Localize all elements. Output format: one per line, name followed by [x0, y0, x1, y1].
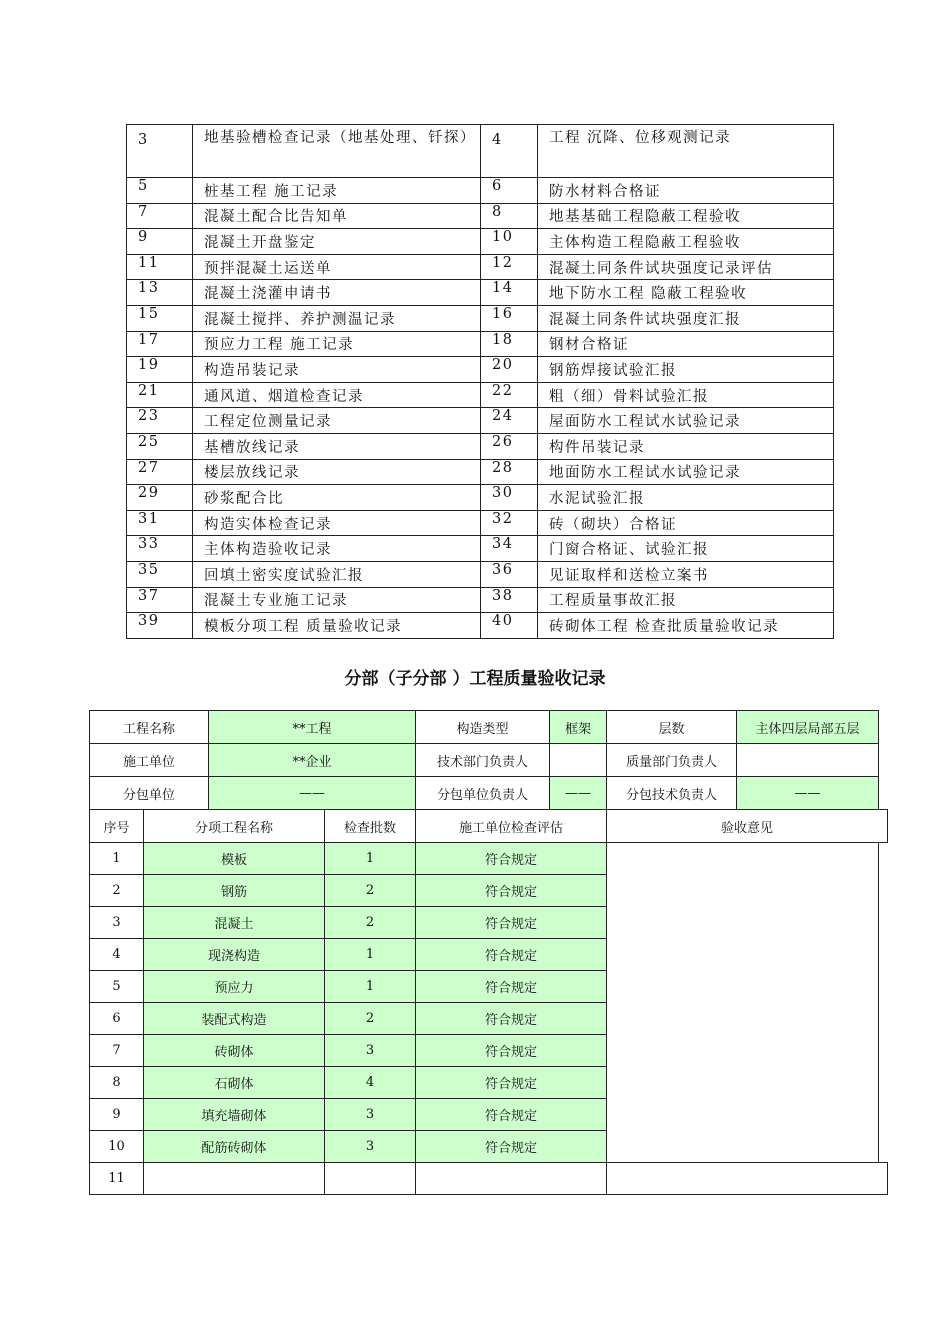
item-name: 装配式构造 [144, 1003, 325, 1035]
item-number: 27 [127, 459, 193, 485]
list-row [127, 357, 834, 383]
item-evaluation: 符合规定 [416, 1131, 607, 1163]
item-name: 模板 [144, 843, 325, 875]
item-batches: 1 [325, 843, 416, 875]
info-row-2 [90, 744, 888, 777]
sub-tech-head-value: —— [737, 777, 879, 810]
item-number: 7 [127, 203, 193, 229]
item-number: 31 [127, 510, 193, 536]
item-batches: 2 [325, 875, 416, 907]
list-row [127, 485, 834, 511]
item-name: 预应力 [144, 971, 325, 1003]
project-name-label: 工程名称 [90, 711, 209, 744]
tech-head-value [550, 744, 607, 777]
item-no: 2 [90, 875, 144, 907]
item-number: 40 [481, 613, 538, 639]
item-no: 5 [90, 971, 144, 1003]
contractor-label: 施工单位 [90, 744, 209, 777]
item-number: 15 [127, 305, 193, 331]
item-number: 26 [481, 433, 538, 459]
item-batches: 2 [325, 907, 416, 939]
item-batches: 4 [325, 1067, 416, 1099]
list-row [127, 305, 834, 331]
item-number: 8 [481, 203, 538, 229]
item-number: 5 [127, 178, 193, 204]
item-no: 4 [90, 939, 144, 971]
item-title: 防水材料合格证 [538, 178, 834, 204]
item-number: 20 [481, 357, 538, 383]
item-number: 10 [481, 229, 538, 255]
item-name: 混凝土 [144, 907, 325, 939]
info-row-3 [90, 777, 888, 810]
item-title: 预应力工程 施工记录 [193, 331, 481, 357]
item-title: 水泥试验汇报 [538, 485, 834, 511]
item-evaluation: 符合规定 [416, 875, 607, 907]
item-number: 22 [481, 382, 538, 408]
item-number: 39 [127, 613, 193, 639]
item-number: 3 [127, 125, 193, 178]
item-number: 16 [481, 305, 538, 331]
acceptance-record-table [89, 710, 888, 1195]
item-evaluation: 符合规定 [416, 1067, 607, 1099]
item-name: 配筋砖砌体 [144, 1131, 325, 1163]
item-title: 楼层放线记录 [193, 459, 481, 485]
item-name [144, 1163, 325, 1195]
structure-type-label: 构造类型 [416, 711, 550, 744]
item-title: 地基验槽检查记录（地基处理、钎探） [193, 125, 481, 178]
item-title: 构造实体检查记录 [193, 510, 481, 536]
item-title: 地基基础工程隐蔽工程验收 [538, 203, 834, 229]
header-no: 序号 [90, 810, 144, 843]
quality-head-value [737, 744, 879, 777]
list-row [127, 331, 834, 357]
item-title: 砖（砌块）合格证 [538, 510, 834, 536]
header-evaluation: 施工单位检查评估 [416, 810, 607, 843]
item-number: 37 [127, 587, 193, 613]
item-row [90, 843, 888, 875]
list-row [127, 254, 834, 280]
item-number: 11 [127, 254, 193, 280]
item-no: 6 [90, 1003, 144, 1035]
item-batches [325, 1163, 416, 1195]
item-title: 见证取样和送检立案书 [538, 561, 834, 587]
item-evaluation: 符合规定 [416, 939, 607, 971]
list-row [127, 178, 834, 204]
item-no: 8 [90, 1067, 144, 1099]
item-number: 21 [127, 382, 193, 408]
header-item-name: 分项工程名称 [144, 810, 325, 843]
contractor-value: **企业 [209, 744, 416, 777]
item-batches: 2 [325, 1003, 416, 1035]
item-number: 12 [481, 254, 538, 280]
item-number: 14 [481, 280, 538, 306]
item-number: 25 [127, 433, 193, 459]
item-number: 28 [481, 459, 538, 485]
subcontractor-value: —— [209, 777, 416, 810]
item-title: 工程定位测量记录 [193, 408, 481, 434]
floors-value: 主体四层局部五层 [737, 711, 879, 744]
item-title: 混凝土搅拌、养护测温记录 [193, 305, 481, 331]
list-row [127, 536, 834, 562]
item-title: 混凝土浇灌申请书 [193, 280, 481, 306]
item-number: 32 [481, 510, 538, 536]
project-name-value: **工程 [209, 711, 416, 744]
item-number: 38 [481, 587, 538, 613]
structure-type-value: 框架 [550, 711, 607, 744]
item-title: 钢材合格证 [538, 331, 834, 357]
item-number: 19 [127, 357, 193, 383]
quality-head-label: 质量部门负责人 [607, 744, 737, 777]
info-row-1 [90, 711, 888, 744]
list-row [127, 510, 834, 536]
tech-head-label: 技术部门负责人 [416, 744, 550, 777]
items-header-row [90, 810, 888, 843]
item-title: 构造吊装记录 [193, 357, 481, 383]
item-title: 粗（细）骨料试验汇报 [538, 382, 834, 408]
item-batches: 1 [325, 971, 416, 1003]
item-number: 6 [481, 178, 538, 204]
item-number: 4 [481, 125, 538, 178]
list-row [127, 561, 834, 587]
list-row [127, 203, 834, 229]
item-number: 9 [127, 229, 193, 255]
item-title: 基槽放线记录 [193, 433, 481, 459]
record-title: 分部（子分部 ）工程质量验收记录 [344, 669, 606, 689]
item-title: 混凝土同条件试块强度记录评估 [538, 254, 834, 280]
item-no: 9 [90, 1099, 144, 1131]
acceptance-opinion-cell [607, 843, 879, 1163]
document-list-table [126, 124, 834, 639]
list-row [127, 229, 834, 255]
item-number: 34 [481, 536, 538, 562]
item-name: 石砌体 [144, 1067, 325, 1099]
item-evaluation: 符合规定 [416, 843, 607, 875]
list-row [127, 459, 834, 485]
list-row [127, 613, 834, 639]
sub-head-value: —— [550, 777, 607, 810]
item-title: 混凝土同条件试块强度汇报 [538, 305, 834, 331]
item-name: 钢筋 [144, 875, 325, 907]
header-batches: 检查批数 [325, 810, 416, 843]
item-title: 主体构造工程隐蔽工程验收 [538, 229, 834, 255]
item-number: 29 [127, 485, 193, 511]
subcontractor-label: 分包单位 [90, 777, 209, 810]
item-title: 混凝土开盘鉴定 [193, 229, 481, 255]
item-title: 工程 沉降、位移观测记录 [538, 125, 834, 178]
item-evaluation: 符合规定 [416, 1099, 607, 1131]
item-no: 10 [90, 1131, 144, 1163]
item-title: 地面防水工程试水试验记录 [538, 459, 834, 485]
item-evaluation: 符合规定 [416, 907, 607, 939]
item-evaluation: 符合规定 [416, 971, 607, 1003]
item-title: 回填土密实度试验汇报 [193, 561, 481, 587]
item-title: 混凝土配合比告知单 [193, 203, 481, 229]
list-row [127, 433, 834, 459]
item-number: 33 [127, 536, 193, 562]
item-batches: 1 [325, 939, 416, 971]
item-evaluation: 符合规定 [416, 1003, 607, 1035]
item-number: 23 [127, 408, 193, 434]
item-title: 砂浆配合比 [193, 485, 481, 511]
item-no: 3 [90, 907, 144, 939]
item-title: 混凝土专业施工记录 [193, 587, 481, 613]
item-name: 现浇构造 [144, 939, 325, 971]
item-row [90, 1163, 888, 1195]
item-number: 17 [127, 331, 193, 357]
header-opinion: 验收意见 [607, 810, 888, 843]
list-row [127, 408, 834, 434]
item-evaluation: 符合规定 [416, 1035, 607, 1067]
document-list-body [127, 125, 834, 639]
item-number: 30 [481, 485, 538, 511]
item-title: 预拌混凝土运送单 [193, 254, 481, 280]
list-row [127, 125, 834, 178]
item-number: 36 [481, 561, 538, 587]
item-title: 工程质量事故汇报 [538, 587, 834, 613]
item-name: 砖砌体 [144, 1035, 325, 1067]
item-no: 1 [90, 843, 144, 875]
items-body [90, 843, 888, 1195]
item-batches: 3 [325, 1035, 416, 1067]
item-title: 模板分项工程 质量验收记录 [193, 613, 481, 639]
item-number: 18 [481, 331, 538, 357]
item-number: 13 [127, 280, 193, 306]
item-title: 桩基工程 施工记录 [193, 178, 481, 204]
item-name: 填充墙砌体 [144, 1099, 325, 1131]
floors-label: 层数 [607, 711, 737, 744]
sub-tech-head-label: 分包技术负责人 [607, 777, 737, 810]
item-no: 7 [90, 1035, 144, 1067]
item-evaluation [416, 1163, 607, 1195]
item-batches: 3 [325, 1131, 416, 1163]
sub-head-label: 分包单位负责人 [416, 777, 550, 810]
list-row [127, 587, 834, 613]
item-batches: 3 [325, 1099, 416, 1131]
item-title: 钢筋焊接试验汇报 [538, 357, 834, 383]
item-title: 主体构造验收记录 [193, 536, 481, 562]
list-row [127, 280, 834, 306]
item-number: 24 [481, 408, 538, 434]
item-title: 砖砌体工程 检查批质量验收记录 [538, 613, 834, 639]
item-title: 地下防水工程 隐蔽工程验收 [538, 280, 834, 306]
item-title: 屋面防水工程试水试验记录 [538, 408, 834, 434]
item-title: 门窗合格证、试验汇报 [538, 536, 834, 562]
item-no: 11 [90, 1163, 144, 1195]
item-title: 构件吊装记录 [538, 433, 834, 459]
item-number: 35 [127, 561, 193, 587]
item-title: 通风道、烟道检查记录 [193, 382, 481, 408]
acceptance-opinion-cell [607, 1163, 888, 1195]
list-row [127, 382, 834, 408]
